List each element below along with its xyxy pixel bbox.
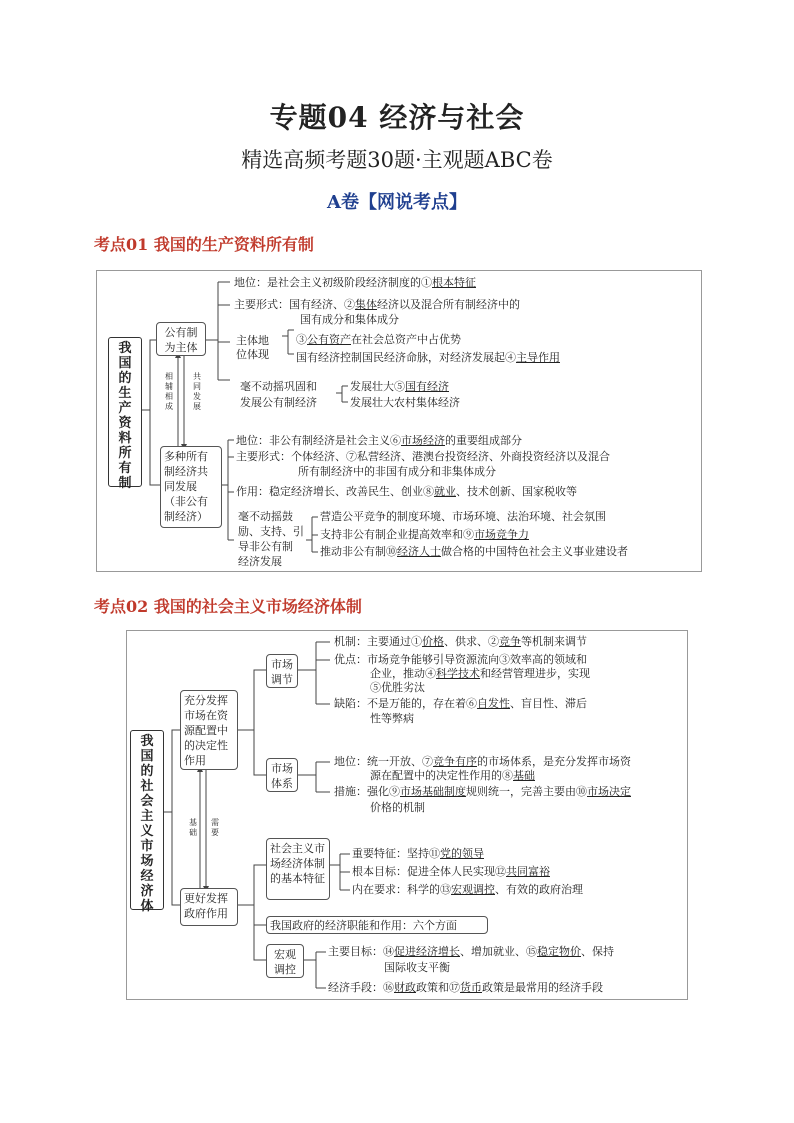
- kd2-node-market-system: 市场体系: [266, 758, 298, 792]
- kd1-b1-line: 位体现: [236, 348, 269, 361]
- kd1-b2-line: 导非公有制: [238, 540, 293, 553]
- kd2-node-functions: 我国政府的经济职能和作用：六个方面: [266, 916, 488, 934]
- kd2-a-line: 性等弊病: [370, 712, 414, 725]
- kd2-a-line: 缺陷：不是万能的，存在着⑥自发性、盲目性、滞后: [334, 697, 587, 710]
- kd1-heading: 考点01 我国的生产资料所有制: [94, 235, 314, 254]
- kd2-a-line: ⑤优胜劣汰: [370, 681, 425, 694]
- kd1-b2-line: 毫不动摇鼓: [238, 510, 293, 523]
- kd1-b1-line: 国有成分和集体成分: [300, 313, 399, 326]
- kd1-b1-line: 发展公有制经济: [240, 396, 317, 409]
- kd2-side-left: 基础: [189, 818, 197, 837]
- kd2-d-line: 经济手段：⑯财政政策和⑰货币政策是最常用的经济手段: [328, 981, 603, 994]
- kd2-a-line: 机制：主要通过①价格、供求、②竞争等机制来调节: [334, 635, 587, 648]
- kd1-b1-line: 地位：是社会主义初级阶段经济制度的①根本特征: [234, 276, 476, 289]
- kd1-b2-line: 主要形式：个体经济、⑦私营经济、港澳台投资经济、外商投资经济以及混合: [236, 450, 610, 463]
- kd2-node-market-regulation: 市场调节: [266, 654, 298, 688]
- kd1-node-public: 公有制为主体: [156, 322, 206, 356]
- kd1-b2-line: 励、支持、引: [238, 525, 304, 538]
- kd1-b1-line: 主体地: [236, 334, 269, 347]
- kd1-side-left: 相辅相成: [165, 372, 173, 411]
- kd2-b-line: 措施：强化⑨市场基础制度规则统一，完善主要由⑩市场决定: [334, 785, 631, 798]
- kd2-d-line: 主要目标：⑭促进经济增长、增加就业、⑮稳定物价、保持: [328, 945, 614, 958]
- kd1-b1-line: ③公有资产在社会总资产中占优势: [296, 333, 461, 346]
- kd1-b1-line: 国有经济控制国民经济命脉，对经济发展起④主导作用: [296, 351, 560, 364]
- kd2-c-line: 根本目标：促进全体人民实现⑫共同富裕: [352, 865, 550, 878]
- kd1-b2-line: 支持非公有制企业提高效率和⑨市场竞争力: [320, 528, 529, 541]
- kd1-side-right: 共同发展: [193, 372, 201, 411]
- kd1-b1-line: 毫不动摇巩固和: [240, 380, 317, 393]
- page-subtitle: 精选高频考题30题·主观题ABC卷: [241, 148, 553, 172]
- kd1-b2-line: 作用：稳定经济增长、改善民生、创业⑧就业、技术创新、国家税收等: [236, 485, 577, 498]
- kd2-b-line: 价格的机制: [370, 801, 425, 814]
- kd1-b2-line: 所有制经济中的非国有成分和非集体成分: [298, 465, 496, 478]
- kd1-b2-line: 经济发展: [238, 555, 282, 568]
- kd1-b1-line: 发展壮大⑤国有经济: [350, 380, 449, 393]
- kd2-a-line: 企业，推动④科学技术和经营管理进步，实现: [370, 667, 590, 680]
- kd2-b-line: 源在配置中的决定性作用的⑧基础: [370, 769, 535, 782]
- kd1-b1-line: 主要形式：国有经济、②集体经济以及混合所有制经济中的: [234, 298, 520, 311]
- kd2-node-macro-control: 宏观调控: [266, 944, 304, 978]
- kd1-b1-line: 发展壮大农村集体经济: [350, 396, 460, 409]
- kd1-root-title: 我 国 的 生 产 资 料 所 有 制: [108, 337, 142, 487]
- kd2-b-line: 地位：统一开放、⑦竞争有序的市场体系，是充分发挥市场资: [334, 755, 631, 768]
- kd2-side-right: 需要: [211, 818, 219, 837]
- kd1-b2-line: 推动非公有制⑩经济人士做合格的中国特色社会主义事业建设者: [320, 545, 628, 558]
- kd2-a-line: 优点：市场竞争能够引导资源流向③效率高的领域和: [334, 653, 587, 666]
- kd2-c-line: 重要特征：坚持⑪党的领导: [352, 847, 484, 860]
- page-title: 专题04 经济与社会: [269, 101, 525, 134]
- kd1-b2-line: 营造公平竞争的制度环境、市场环境、法治环境、社会氛围: [320, 510, 606, 523]
- kd2-node-government: 更好发挥政府作用: [180, 888, 238, 926]
- kd2-c-line: 内在要求：科学的⑬宏观调控、有效的政府治理: [352, 883, 583, 896]
- kd1-b2-line: 地位：非公有制经济是社会主义⑥市场经济的重要组成部分: [236, 434, 522, 447]
- section-heading: A卷【网说考点】: [327, 192, 467, 213]
- kd1-node-multi: 多种所有制经济共同发展（非公有制经济）: [160, 446, 222, 528]
- kd2-root-title: 我 国 的 社 会 主 义 市 场 经 济 体: [130, 730, 164, 910]
- kd2-node-market: 充分发挥市场在资源配置中的决定性作用: [180, 690, 238, 770]
- kd2-node-basic-features: 社会主义市场经济体制的基本特征: [266, 838, 330, 900]
- kd2-d-line: 国际收支平衡: [384, 961, 450, 974]
- kd2-heading: 考点02 我国的社会主义市场经济体制: [94, 597, 362, 616]
